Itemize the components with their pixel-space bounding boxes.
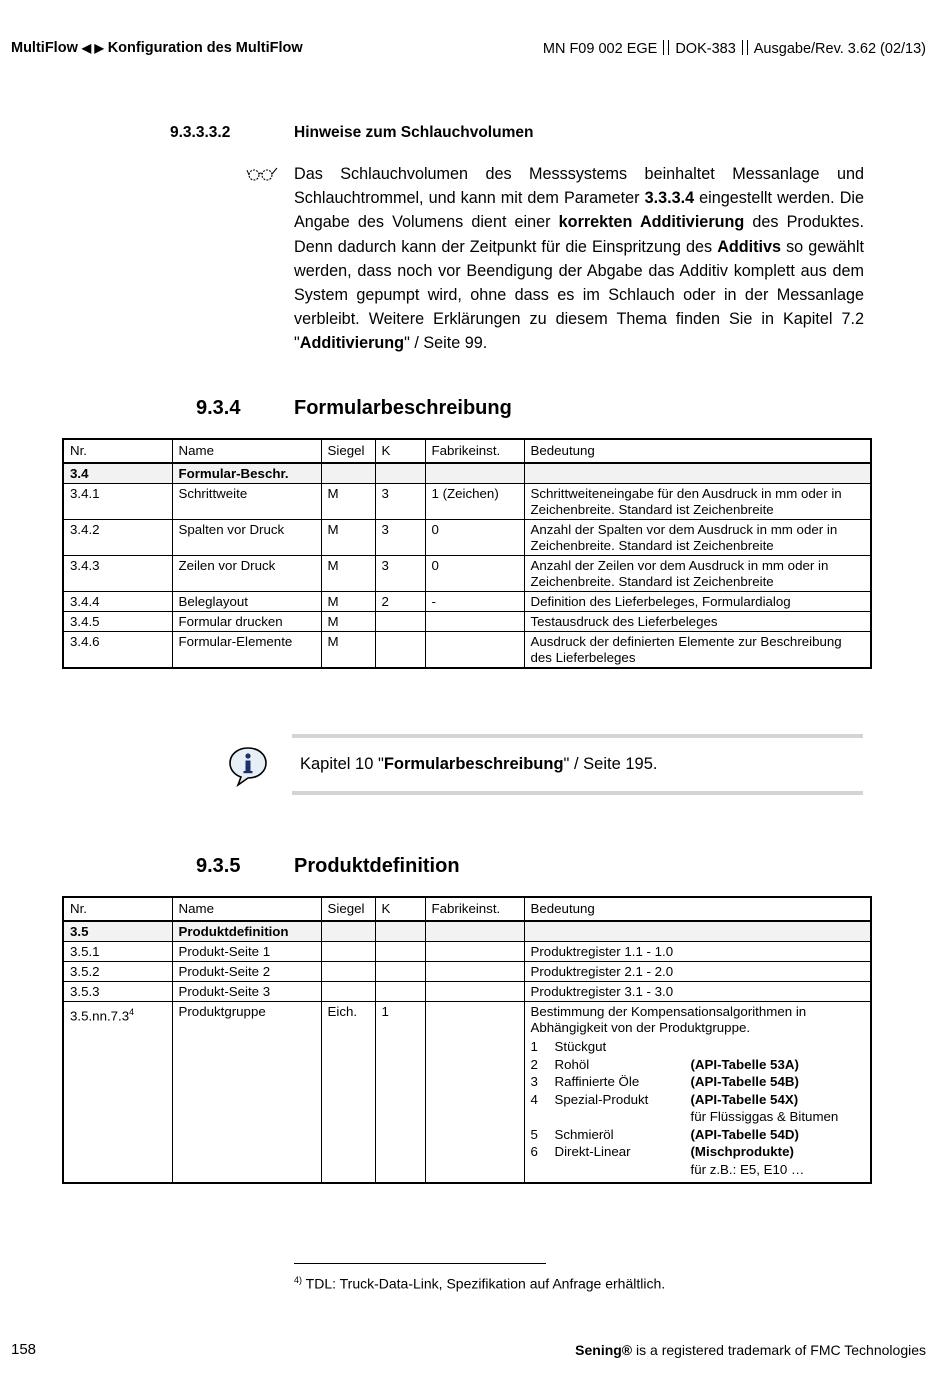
- table-row: [63, 962, 871, 982]
- header-doc-number: MN F09 002 EGE: [542, 41, 658, 57]
- table-cell: Formular-Beschr.: [172, 463, 321, 484]
- section-number: 9.3.4: [196, 397, 241, 419]
- table-cell: 3: [375, 520, 425, 556]
- option-row: [531, 1073, 865, 1091]
- option-api-table: (Mischprodukte): [690, 1144, 794, 1159]
- emphasis-text: Additivs: [717, 237, 782, 256]
- table-cell: 2: [375, 592, 425, 612]
- table-cell: [375, 982, 425, 1002]
- option-row: [531, 1091, 865, 1126]
- table-cell: 3.4.2: [63, 520, 172, 556]
- option-extra: für z.B.: E5, E10 …: [690, 1161, 805, 1177]
- column-header: Name: [172, 439, 321, 463]
- table-cell: [524, 921, 871, 942]
- option-api-table: [691, 1038, 865, 1056]
- footnote-ref: 4: [129, 1007, 135, 1017]
- nav-arrows-icon: ◀ ▶: [81, 41, 104, 55]
- emphasis-text: korrekten Additivierung: [558, 213, 745, 232]
- table-cell: [321, 1002, 375, 1184]
- table-cell: Produktdefinition: [172, 921, 321, 942]
- produkt-table: [62, 896, 872, 1184]
- table-header-row: [63, 897, 871, 921]
- table-group-row: [63, 463, 871, 484]
- option-label: Schmieröl: [554, 1126, 614, 1142]
- para-text: so gewählt werden, dass noch vor Beendigung der Abgabe das Additiv komplett aus dem System gepumpt wird, ohne dass es im Schlauch oder in der Messanlage verbleibt. Weitere Erklärungen zu diesem Thema finden Sie in Kapitel 7.2 ": [294, 237, 864, 353]
- footnote-rule: [294, 1263, 546, 1264]
- option-number: 5: [530, 1126, 538, 1142]
- page-header-left: [11, 40, 303, 56]
- table-cell: Schrittweite: [172, 484, 321, 520]
- glasses-icon: [246, 166, 278, 182]
- table-cell: Anzahl der Zeilen vor dem Ausdruck in mm oder in Zeichenbreite. Standard ist Zeichenbreite: [524, 556, 871, 592]
- table-row: [63, 520, 871, 556]
- column-header: Siegel: [321, 439, 375, 463]
- option-number: 3: [530, 1074, 538, 1089]
- footnote-mark: 4): [294, 1275, 303, 1285]
- table-cell: Anzahl der Spalten vor dem Ausdruck in mm oder in Zeichenbreite. Standard ist Zeichenbreite: [524, 520, 871, 556]
- table-cell: [375, 632, 425, 669]
- chapter-reference: Formularbeschreibung: [383, 755, 564, 773]
- table-cell: 3.4: [63, 463, 172, 484]
- table-cell: [321, 962, 375, 982]
- para-text: Das Schlauchvolumen des Messsystems beinhaltet Messanlage und Schlauchtrommel, und kann mit dem Parameter: [294, 165, 864, 208]
- table-cell: [425, 1002, 524, 1184]
- param-description: Bestimmung der Kompensationsalgorithmen in Abhängigkeit von der Produktgruppe.: [530, 1004, 807, 1035]
- column-header: K: [375, 439, 425, 463]
- table-cell: 3.5.1: [63, 942, 172, 962]
- column-header: Siegel: [321, 897, 375, 921]
- para-text: eingestellt werden. Die Angabe des Volumens dient einer: [294, 189, 865, 232]
- option-label: Direkt-Linear: [554, 1144, 631, 1159]
- table-cell: 3: [375, 556, 425, 592]
- table-cell: 0: [425, 556, 524, 592]
- table-cell: M: [321, 592, 375, 612]
- table-cell: 3.4.4: [63, 592, 172, 612]
- table-cell: 3.5.2: [63, 962, 172, 982]
- table-cell: 3: [375, 484, 425, 520]
- param-number: 3.5.nn.7.3: [70, 1008, 130, 1024]
- table-cell: M: [321, 484, 375, 520]
- option-api-table: (API-Tabelle 54X): [690, 1091, 799, 1107]
- table-cell: Definition des Lieferbeleges, Formulardialog: [524, 592, 871, 612]
- table-cell: Spalten vor Druck: [172, 520, 321, 556]
- table-cell: [425, 942, 524, 962]
- param-k: 1: [381, 1004, 389, 1019]
- table-cell: 3.4.5: [63, 612, 172, 632]
- column-header: Nr.: [63, 897, 172, 921]
- option-row: [531, 1056, 865, 1074]
- column-header: Bedeutung: [524, 439, 871, 463]
- option-api-table: (API-Tabelle 54B): [690, 1074, 799, 1089]
- table-cell: [375, 1002, 425, 1184]
- table-cell: 3.4.1: [63, 484, 172, 520]
- section-title: Hinweise zum Schlauchvolumen: [294, 124, 534, 141]
- table-cell: [375, 463, 425, 484]
- option-label: Rohöl: [554, 1056, 590, 1072]
- column-header: Name: [172, 897, 321, 921]
- option-row: [531, 1126, 865, 1144]
- table-cell: M: [321, 632, 375, 669]
- table-cell: Zeilen vor Druck: [172, 556, 321, 592]
- table-group-row: [63, 921, 871, 942]
- column-header: Bedeutung: [524, 897, 871, 921]
- param-name: Produktgruppe: [178, 1004, 266, 1019]
- header-chapter: Konfiguration des MultiFlow: [107, 40, 303, 56]
- footnote-text: TDL: Truck-Data-Link, Spezifikation auf Anfrage erhältlich.: [302, 1275, 666, 1292]
- option-api-table: (API-Tabelle 54D): [690, 1126, 799, 1142]
- section-title: Formularbeschreibung: [294, 397, 512, 419]
- table-cell: [63, 1002, 172, 1184]
- brand-name: Sening®: [575, 1342, 633, 1358]
- table-cell: Produkt-Seite 3: [172, 982, 321, 1002]
- table-cell: Testausdruck des Lieferbeleges: [524, 612, 871, 632]
- table-cell: -: [425, 592, 524, 612]
- footnote: [294, 1275, 665, 1292]
- table-row: [63, 592, 871, 612]
- table-cell: [524, 463, 871, 484]
- table-cell: [425, 632, 524, 669]
- para-text: des Produktes. Denn dadurch kann der Zeitpunkt für die Einspritzung des: [294, 213, 864, 256]
- info-icon: [226, 744, 270, 788]
- section-number: 9.3.3.3.2: [170, 124, 231, 141]
- table-cell: [425, 982, 524, 1002]
- section-title: Produktdefinition: [294, 855, 460, 877]
- note-text: Kapitel 10 ": [300, 755, 384, 773]
- table-cell: [425, 962, 524, 982]
- table-cell: Produktregister 2.1 - 2.0: [524, 962, 871, 982]
- table-cell: Produkt-Seite 1: [172, 942, 321, 962]
- table-cell: [172, 1002, 321, 1184]
- table-cell: M: [321, 556, 375, 592]
- param-reference: 3.3.3.4: [644, 189, 695, 208]
- option-row: [531, 1038, 865, 1056]
- header-dok: DOK-383: [675, 41, 736, 57]
- table-row: [63, 484, 871, 520]
- table-row: [63, 612, 871, 632]
- header-product: MultiFlow: [11, 40, 78, 56]
- column-header: Fabrikeinst.: [425, 439, 524, 463]
- table-cell: [375, 962, 425, 982]
- chapter-reference: Additivierung: [299, 334, 405, 353]
- option-number: 6: [530, 1144, 538, 1159]
- table-cell: Produktregister 3.1 - 3.0: [524, 982, 871, 1002]
- table-cell: Produktregister 1.1 - 1.0: [524, 942, 871, 962]
- table-row: [63, 982, 871, 1002]
- table-cell: 3.4.3: [63, 556, 172, 592]
- table-row: [63, 1002, 871, 1184]
- table-cell: [321, 921, 375, 942]
- table-cell: 3.5: [63, 921, 172, 942]
- column-header: Nr.: [63, 439, 172, 463]
- table-cell: [375, 942, 425, 962]
- table-cell: Ausdruck der definierten Elemente zur Beschreibung des Lieferbeleges: [524, 632, 871, 669]
- option-number: 4: [530, 1091, 538, 1107]
- page-number: 158: [11, 1341, 37, 1358]
- note-top-rule: [292, 734, 863, 738]
- table-cell: 0: [425, 520, 524, 556]
- note-bottom-rule: [292, 791, 863, 795]
- column-header: K: [375, 897, 425, 921]
- option-label: Stückgut: [554, 1039, 607, 1054]
- table-cell: [425, 921, 524, 942]
- table-cell: [425, 612, 524, 632]
- header-separator: [663, 40, 669, 55]
- para-text: " / Seite 99.: [404, 334, 488, 353]
- param-seal: Eich.: [327, 1004, 358, 1019]
- trademark-notice: [575, 1342, 926, 1358]
- formular-table: [62, 438, 872, 669]
- table-cell: [321, 982, 375, 1002]
- page-header-right: [543, 40, 926, 57]
- option-label: Spezial-Produkt: [554, 1091, 649, 1107]
- schlauchvolumen-paragraph: [294, 162, 864, 356]
- option-number: 1: [530, 1039, 538, 1054]
- header-revision: Ausgabe/Rev. 3.62 (02/13): [753, 41, 926, 57]
- table-cell: [375, 612, 425, 632]
- table-cell: [524, 1002, 871, 1184]
- option-row: [531, 1143, 865, 1178]
- header-separator: [742, 40, 748, 55]
- table-cell: 3.5.3: [63, 982, 172, 1002]
- note-text: " / Seite 195.: [563, 755, 658, 773]
- option-api-table: (API-Tabelle 53A): [690, 1056, 799, 1072]
- option-extra: für Flüssiggas & Bitumen: [690, 1109, 839, 1124]
- table-cell: [321, 942, 375, 962]
- section-number: 9.3.5: [196, 855, 241, 877]
- trademark-text: is a registered trademark of FMC Technologies: [632, 1342, 926, 1358]
- info-note-text: [300, 755, 657, 774]
- table-cell: Formular drucken: [172, 612, 321, 632]
- column-header: Fabrikeinst.: [425, 897, 524, 921]
- table-cell: Beleglayout: [172, 592, 321, 612]
- table-row: [63, 556, 871, 592]
- table-cell: M: [321, 612, 375, 632]
- option-number: 2: [530, 1056, 538, 1072]
- table-row: [63, 942, 871, 962]
- option-label: Raffinierte Öle: [554, 1074, 640, 1089]
- table-cell: 3.4.6: [63, 632, 172, 669]
- table-header-row: [63, 439, 871, 463]
- table-cell: M: [321, 520, 375, 556]
- table-cell: Formular-Elemente: [172, 632, 321, 669]
- table-cell: [425, 463, 524, 484]
- table-cell: [375, 921, 425, 942]
- table-cell: Schrittweiteneingabe für den Ausdruck in mm oder in Zeichenbreite. Standard ist Zeichenbreite: [524, 484, 871, 520]
- table-cell: 1 (Zeichen): [425, 484, 524, 520]
- table-row: [63, 632, 871, 669]
- table-cell: [321, 463, 375, 484]
- table-cell: Produkt-Seite 2: [172, 962, 321, 982]
